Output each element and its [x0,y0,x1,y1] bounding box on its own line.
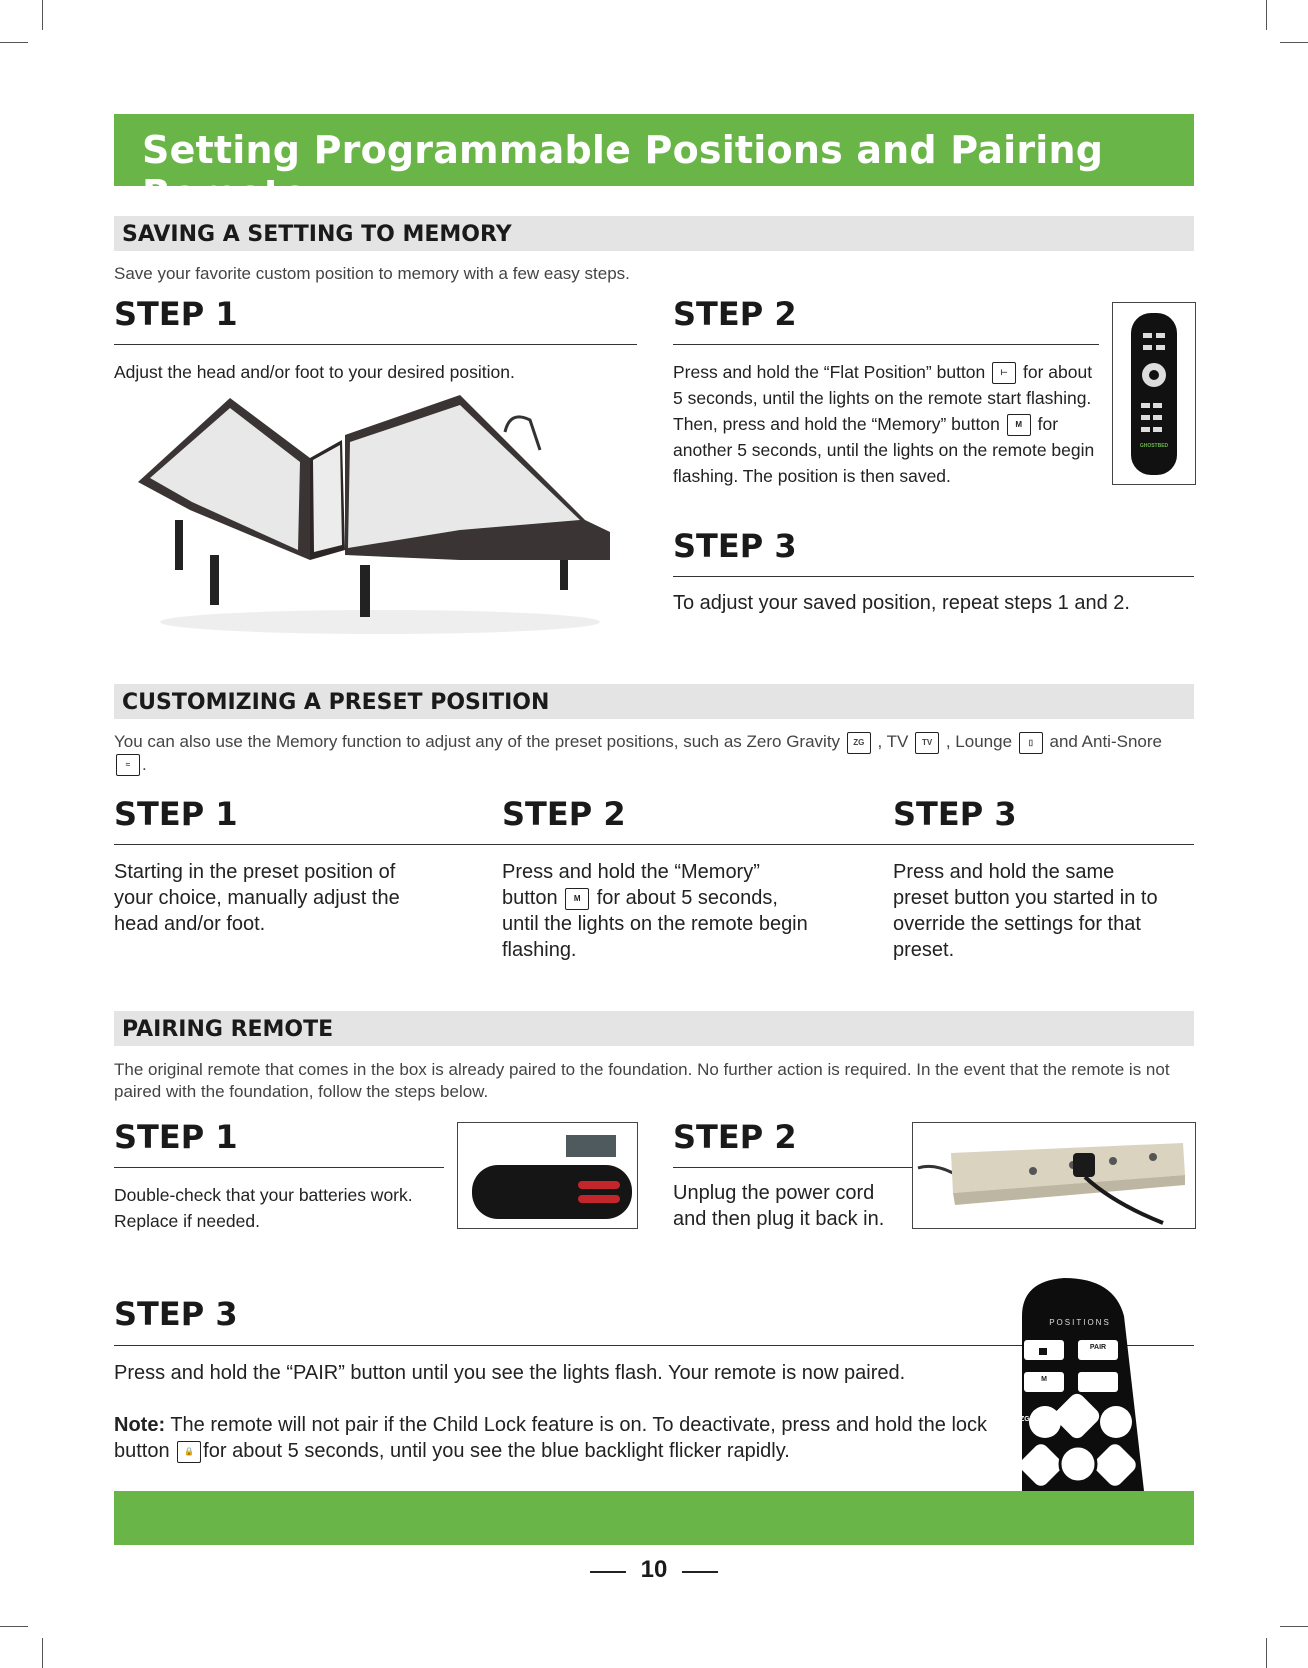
section-intro: You can also use the Memory function to adjust any of the preset positions, such as Zero Gravity ZG , TV TV , Lounge ▯ and Anti-Snore ≈ . [114,731,1174,776]
lock-icon: 🔒 [177,1441,201,1463]
title-banner [114,114,1194,216]
remote-positions-label: POSITIONS [1049,1318,1111,1327]
flat-position-icon: ⊢ [992,362,1016,384]
anti-snore-icon: ≈ [116,754,140,776]
crop-mark [1280,42,1308,43]
crop-mark [1266,0,1267,30]
step-heading: STEP 3 [893,795,1017,833]
section-header-saving [114,216,1194,251]
page-number-dash [682,1571,718,1573]
section-heading: PAIRING REMOTE [122,1017,334,1042]
crop-mark [0,1626,28,1627]
section-header-customizing [114,684,1194,719]
footer-banner [114,1491,1194,1545]
lounge-book-icon: ▯ [1019,732,1043,754]
page-number: 10 [590,1556,718,1586]
remote-control-image [1113,303,1195,484]
divider [673,576,1194,577]
step-heading: STEP 1 [114,1118,238,1156]
remote-image-frame [1112,302,1196,485]
memory-icon: M [565,888,589,910]
step-heading: STEP 2 [673,295,797,333]
step-heading: STEP 2 [502,795,626,833]
section-intro: Save your favorite custom position to memory with a few easy steps. [114,264,630,283]
section-intro: The original remote that comes in the box is already paired to the foundation. No further action is required. In the event that the remote is not paired with the foundation, follow the steps below. [114,1060,1170,1101]
step-text: Press and hold the “PAIR” button until you see the lights flash. Your remote is now paired. [114,1362,906,1384]
section-header-pairing [114,1011,1194,1046]
power-strip-image-frame [912,1122,1196,1229]
divider [673,344,1099,345]
step-text: Press and hold the same preset button you started in to override the settings for that preset. [893,861,1158,961]
page-title: Setting Programmable Positions and Pairing Remote [142,128,1104,216]
adjustable-bed-image [130,390,630,640]
crop-mark [1266,1638,1267,1668]
remote-brand: GHOSTBED [1139,443,1169,449]
step-heading: STEP 3 [673,527,797,565]
divider [114,1167,444,1168]
step-text: Unplug the power cord and then plug it back in. [673,1182,885,1230]
section-heading: SAVING A SETTING TO MEMORY [122,222,512,247]
step-heading: STEP 1 [114,795,238,833]
step-heading: STEP 3 [114,1295,238,1333]
batteries-image-frame [457,1122,638,1229]
remote-battery-image [458,1123,637,1228]
step-text: Starting in the preset position of your choice, manually adjust the head and/or foot. [114,861,400,935]
memory-icon: M [1007,414,1031,436]
zero-gravity-icon: ZG [847,732,871,754]
step-text: Adjust the head and/or foot to your desired position. [114,362,515,382]
remote-memory-label: M [1041,1376,1047,1383]
step-heading: STEP 1 [114,295,238,333]
remote-tv-label: TV [1110,1416,1119,1423]
section-heading: CUSTOMIZING A PRESET POSITION [122,690,550,715]
step-text: To adjust your saved position, repeat steps 1 and 2. [673,592,1130,614]
remote-closeup-image [1004,1276,1144,1491]
crop-mark [0,42,28,43]
step-heading: STEP 2 [673,1118,797,1156]
note-text: Note: The remote will not pair if the Child Lock feature is on. To deactivate, press and hold the lock button 🔒 for about 5 seconds, until you see the blue backlight flicker rapidly. [114,1414,988,1462]
divider [673,1167,913,1168]
crop-mark [42,0,43,30]
crop-mark [42,1638,43,1668]
divider [114,344,637,345]
page-number-dash [590,1571,626,1573]
crop-mark [1280,1626,1308,1627]
remote-zg-label: ZG [1020,1416,1030,1423]
step-text: Press and hold the “Flat Position” button ⊢ for about 5 seconds, until the lights on the remote start flashing. Then, press and hold the “Memory” button M for another 5 seconds, until the lights on the remote begin flashing. The position is then saved. [673,362,1095,486]
remote-pair-label: PAIR [1089,1344,1107,1351]
tv-icon: TV [915,732,939,754]
power-strip-image [913,1123,1195,1228]
step-text: Press and hold the “Memory” button M for about 5 seconds, until the lights on the remote begin flashing. [502,861,808,961]
step-text: Double-check that your batteries work. Replace if needed. [114,1185,413,1231]
divider [114,844,1194,845]
